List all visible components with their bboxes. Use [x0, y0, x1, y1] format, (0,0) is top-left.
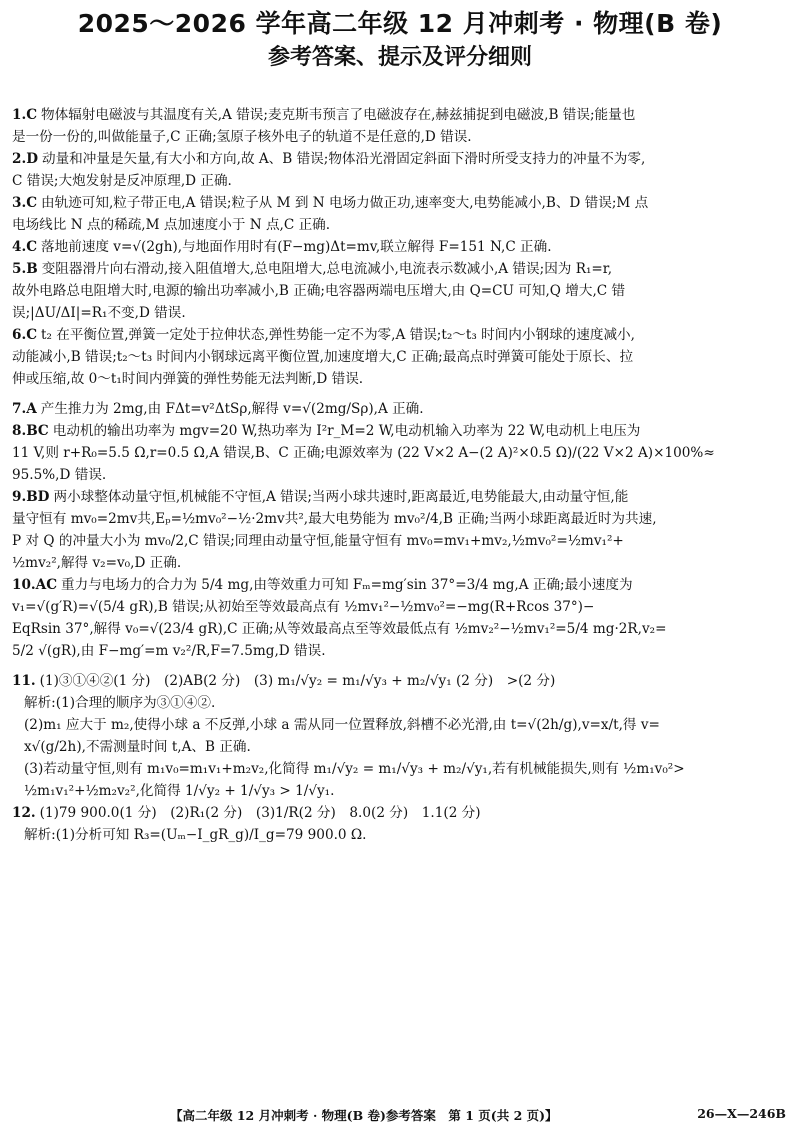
- answer-text: x√(g/2h),不需测量时间 t,A、B 正确.: [24, 739, 251, 755]
- answer-text: 物体辐射电磁波与其温度有关,A 错误;麦克斯韦预言了电磁波存在,赫兹捕捉到电磁波,B 错误;能量也: [41, 107, 636, 123]
- answer-item: [12, 148, 790, 192]
- answer-number: 8.BC: [12, 423, 49, 439]
- answer-line: [24, 780, 790, 802]
- answer-text: 产生推力为 2mg,由 FΔt=v²ΔtSρ,解得 v=√(2mg/Sρ),A 正确.: [40, 401, 424, 417]
- answer-number: 12.: [12, 805, 36, 821]
- answer-line: [12, 368, 790, 390]
- answer-text: 由轨迹可知,粒子带正电,A 错误;粒子从 M 到 N 电场力做正功,速率变大,电势能减小,B、D 错误;M 点: [41, 195, 649, 211]
- answer-line: [12, 596, 790, 618]
- footer-page-info: 【高二年级 12 月冲刺考 · 物理(B 卷)参考答案 第 1 页(共 2 页)】: [170, 1108, 558, 1123]
- page-subtitle: 参考答案、提示及评分细则: [267, 45, 532, 70]
- analysis-block: [12, 692, 790, 802]
- answer-text: 动能减小,B 错误;t₂～t₃ 时间内小钢球远离平衡位置,加速度增大,C 正确;最高点时弹簧可能处于原长、拉: [12, 349, 634, 365]
- answer-line: [12, 398, 790, 420]
- answer-text: 伸或压缩,故 0～t₁时间内弹簧的弹性势能无法判断,D 错误.: [12, 371, 364, 387]
- answer-line: [12, 802, 790, 824]
- answer-text: 动量和冲量是矢量,有大小和方向,故 A、B 错误;物体沿光滑固定斜面下滑时所受支持力的冲量不为零,: [41, 151, 646, 167]
- answer-item: [12, 670, 790, 692]
- answer-line: [24, 758, 790, 780]
- answer-line: [12, 214, 790, 236]
- answer-item: [12, 192, 790, 236]
- answer-text: 95.5%,D 错误.: [12, 467, 107, 483]
- answer-item: [12, 486, 790, 574]
- answer-number: 3.C: [12, 195, 38, 211]
- answer-number: 11.: [12, 673, 36, 689]
- answer-line: [12, 346, 790, 368]
- answer-text: P 对 Q 的冲量大小为 mv₀/2,C 错误;同理由动量守恒,能量守恒有 mv₀=mv₁+mv₂,½mv₀²=½mv₁²+: [12, 533, 624, 549]
- answer-item: [12, 420, 790, 486]
- answer-number: 1.C: [12, 107, 38, 123]
- answer-number: 10.AC: [12, 577, 58, 593]
- answer-line: [24, 824, 790, 846]
- answer-text: 11 V,则 r+R₀=5.5 Ω,r=0.5 Ω,A 错误,B、C 正确;电源效率为 (22 V×2 A−(2 A)²×0.5 Ω)/(22 V×2 A)×100%≈: [12, 445, 715, 461]
- answer-item: [12, 104, 790, 148]
- answer-text: C 错误;大炮发射是反冲原理,D 正确.: [12, 173, 232, 189]
- answer-line: [12, 618, 790, 640]
- answer-item: [12, 236, 790, 258]
- answer-number: 7.A: [12, 401, 37, 417]
- answer-line: [12, 104, 790, 126]
- answer-number: 2.D: [12, 151, 38, 167]
- answer-line: [24, 692, 790, 714]
- page-footer: [0, 1104, 800, 1126]
- answer-item: [12, 398, 790, 420]
- answer-text: 电动机的输出功率为 mgv=20 W,热功率为 I²r_M=2 W,电动机输入功率为 22 W,电动机上电压为: [52, 423, 641, 439]
- answer-text: 解析:(1)合理的顺序为③①④②.: [24, 695, 216, 711]
- spacer: [12, 662, 790, 670]
- answer-text: 是一份一份的,叫做能量子,C 正确;氢原子核外电子的轨道不是任意的,D 错误.: [12, 129, 472, 145]
- answer-text: 落地前速度 v=√(2gh),与地面作用时有(F−mg)Δt=mv,联立解得 F=151 N,C 正确.: [41, 239, 552, 255]
- answer-line: [24, 736, 790, 758]
- answer-line: [12, 302, 790, 324]
- answer-line: [12, 324, 790, 346]
- answer-text: (3)若动量守恒,则有 m₁v₀=m₁v₁+m₂v₂,化简得 m₁/√y₂ = m₁/√y₃ + m₂/√y₁,若有机械能损失,则有 ½m₁v₀²>: [24, 761, 685, 777]
- spacer: [12, 390, 790, 398]
- analysis-block: [12, 824, 790, 846]
- answer-line: [12, 486, 790, 508]
- answer-text: (1)③①④②(1 分) (2)AB(2 分) (3) m₁/√y₂ = m₁/√y₃ + m₂/√y₁ (2 分) >(2 分): [39, 673, 556, 689]
- footer-code: 26—X—246B: [697, 1106, 786, 1121]
- answer-line: [12, 508, 790, 530]
- answer-text: 量守恒有 mv₀=2mv共,Eₚ=½mv₀²−½·2mv共²,最大电势能为 mv₀²/4,B 正确;当两小球距离最近时为共速,: [12, 511, 657, 527]
- answer-text: 误;|ΔU/ΔI|=R₁不变,D 错误.: [12, 305, 186, 321]
- answer-line: [12, 236, 790, 258]
- answer-text: t₂ 在平衡位置,弹簧一定处于拉伸状态,弹性势能一定不为零,A 错误;t₂～t₃ 时间内小钢球的速度减小,: [41, 327, 635, 343]
- answer-item: [12, 802, 790, 824]
- answer-text: 两小球整体动量守恒,机械能不守恒,A 错误;当两小球共速时,距离最近,电势能最大,由动量守恒,能: [53, 489, 629, 505]
- answer-text: (2)m₁ 应大于 m₂,使得小球 a 不反弹,小球 a 需从同一位置释放,斜槽不必光滑,由 t=√(2h/g),v=x/t,得 v=: [24, 717, 660, 733]
- answer-line: [12, 464, 790, 486]
- answer-line: [12, 192, 790, 214]
- answer-number: 5.B: [12, 261, 38, 277]
- answer-item: [12, 574, 790, 662]
- answer-text: 电场线比 N 点的稀疏,M 点加速度小于 N 点,C 正确.: [12, 217, 331, 233]
- answer-line: [12, 148, 790, 170]
- answer-text: 重力与电场力的合力为 5/4 mg,由等效重力可知 Fₘ=mg′sin 37°=3/4 mg,A 正确;最小速度为: [61, 577, 633, 593]
- answer-line: [12, 530, 790, 552]
- answer-line: [12, 640, 790, 662]
- answer-line: [12, 670, 790, 692]
- answer-text: EqRsin 37°,解得 v₀=√(23/4 gR),C 正确;从等效最高点至等效最低点有 ½mv₂²−½mv₁²=5/4 mg·2R,v₂=: [12, 621, 667, 637]
- answer-text: ½mv₂²,解得 v₂=v₀,D 正确.: [12, 555, 182, 571]
- answer-list: [12, 104, 790, 846]
- answer-line: [24, 714, 790, 736]
- answer-line: [12, 170, 790, 192]
- answer-line: [12, 258, 790, 280]
- answer-line: [12, 442, 790, 464]
- answer-number: 4.C: [12, 239, 38, 255]
- answer-text: ½m₁v₁²+½m₂v₂²,化简得 1/√y₂ + 1/√y₃ > 1/√y₁.: [24, 783, 335, 799]
- answer-number: 9.BD: [12, 489, 50, 505]
- answer-item: [12, 324, 790, 390]
- answer-number: 6.C: [12, 327, 38, 343]
- answer-line: [12, 552, 790, 574]
- answer-text: 变阻器滑片向右滑动,接入阻值增大,总电阻增大,总电流减小,电流表示数减小,A 错误;因为 R₁=r,: [41, 261, 613, 277]
- answer-line: [12, 574, 790, 596]
- answer-text: 解析:(1)分析可知 R₃=(Uₘ−I_gR_g)/I_g=79 900.0 Ω.: [24, 827, 367, 843]
- answer-text: v₁=√(g′R)=√(5/4 gR),B 错误;从初始至等效最高点有 ½mv₁²−½mv₀²=−mg(R+Rcos 37°)−: [12, 599, 595, 615]
- page-title: 2025～2026 学年高二年级 12 月冲刺考 · 物理(B 卷): [77, 9, 723, 38]
- answer-text: 故外电路总电阻增大时,电源的输出功率减小,B 正确;电容器两端电压增大,由 Q=CU 可知,Q 增大,C 错: [12, 283, 626, 299]
- answer-text: 5/2 √(gR),由 F−mg′=m v₂²/R,F=7.5mg,D 错误.: [12, 643, 326, 659]
- answer-line: [12, 126, 790, 148]
- answer-item: [12, 258, 790, 324]
- answer-line: [12, 280, 790, 302]
- answer-line: [12, 420, 790, 442]
- answer-text: (1)79 900.0(1 分) (2)R₁(2 分) (3)1/R(2 分) 8.0(2 分) 1.1(2 分): [39, 805, 481, 821]
